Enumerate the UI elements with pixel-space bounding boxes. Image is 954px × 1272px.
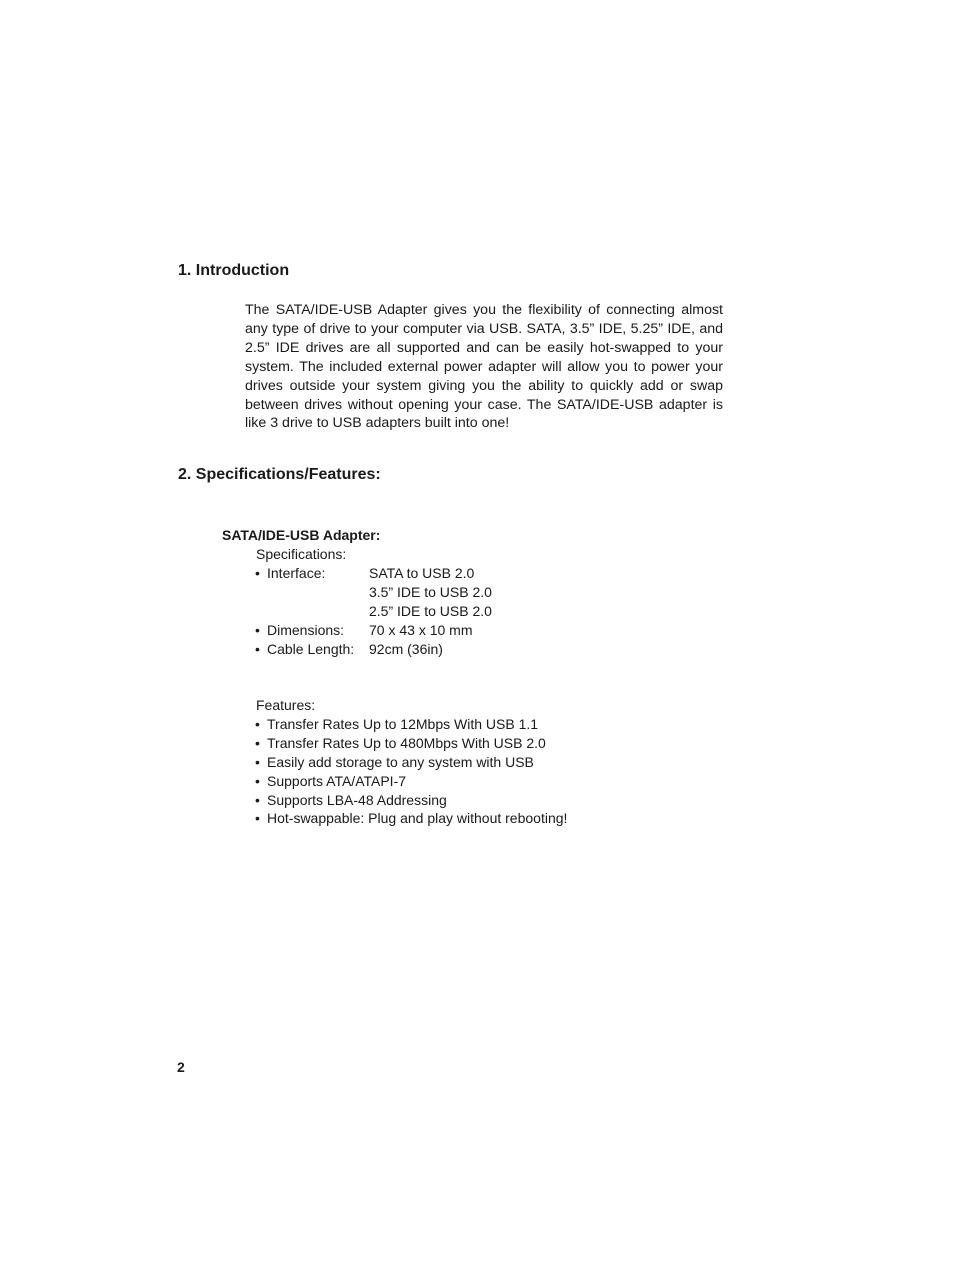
dimensions-value: 70 x 43 x 10 mm xyxy=(369,622,473,638)
feature-item: Transfer Rates Up to 480Mbps With USB 2.0 xyxy=(267,735,546,751)
feature-item: Easily add storage to any system with USB xyxy=(267,754,534,770)
page-number: 2 xyxy=(177,1059,185,1075)
interface-value: SATA to USB 2.0 xyxy=(369,565,475,581)
introduction-paragraph: The SATA/IDE-USB Adapter gives you the flexibility of connecting almost any type of drive to your computer via USB. SATA, 3.5” IDE, 5.25” IDE, and 2.5” IDE drives are all supported and can be easily hot-swapped to your system. The included external power adapter will allow you to power your drives outside your system giving you the ability to quickly add or swap between drives without opening your case. The SATA/IDE-USB adapter is like 3 drive to USB adapters built into one! xyxy=(245,302,723,432)
bullet-icon: • xyxy=(255,641,260,657)
bullet-icon: • xyxy=(255,810,260,826)
bullet-icon: • xyxy=(255,754,260,770)
cable-length-value: 92cm (36in) xyxy=(369,641,443,657)
section-heading-introduction: 1. Introduction xyxy=(178,262,290,279)
bullet-icon: • xyxy=(255,716,260,732)
interface-value: 2.5” IDE to USB 2.0 xyxy=(369,603,492,619)
bullet-icon: • xyxy=(255,565,260,581)
section-heading-specifications: 2. Specifications/Features: xyxy=(178,466,381,483)
interface-value: 3.5” IDE to USB 2.0 xyxy=(369,584,492,600)
feature-item: Transfer Rates Up to 12Mbps With USB 1.1 xyxy=(267,716,539,732)
dimensions-label: Dimensions: xyxy=(267,622,345,638)
cable-length-label: Cable Length: xyxy=(267,641,355,657)
feature-item: Hot-swappable: Plug and play without rebooting! xyxy=(267,810,568,826)
feature-item: Supports LBA-48 Addressing xyxy=(267,792,447,808)
product-subheading: SATA/IDE-USB Adapter: xyxy=(222,527,381,543)
bullet-icon: • xyxy=(255,792,260,808)
interface-label: Interface: xyxy=(267,565,326,581)
bullet-icon: • xyxy=(255,622,260,638)
feature-item: Supports ATA/ATAPI-7 xyxy=(267,773,407,789)
bullet-icon: • xyxy=(255,735,260,751)
bullet-icon: • xyxy=(255,773,260,789)
features-label: Features: xyxy=(256,697,316,713)
specifications-label: Specifications: xyxy=(256,546,347,562)
